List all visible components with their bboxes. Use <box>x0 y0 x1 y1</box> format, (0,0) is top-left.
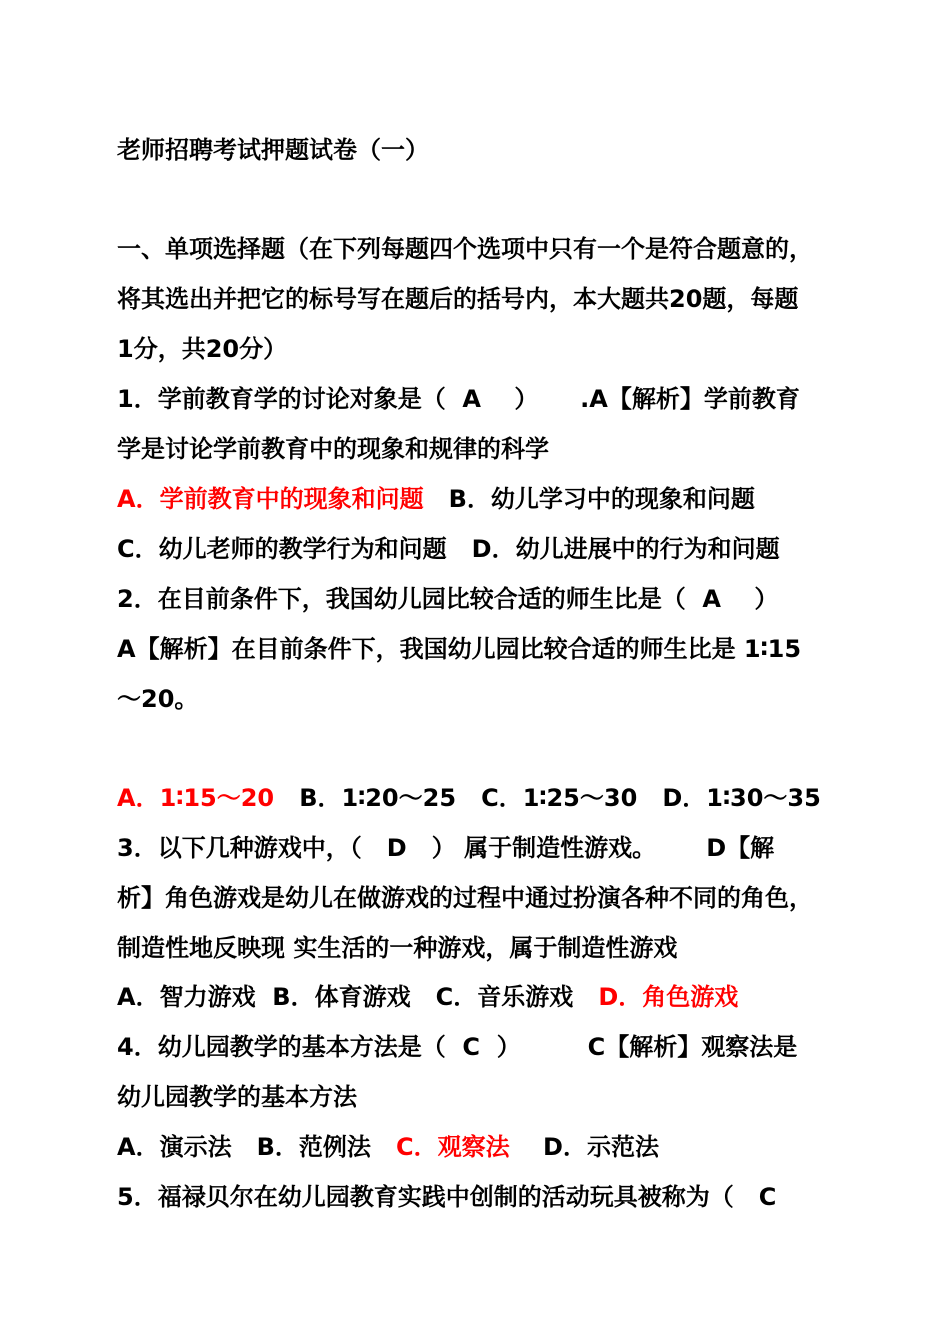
question-1-options-cd: C．幼儿老师的教学行为和问题 D．幼儿进展中的行为和问题 <box>117 535 780 563</box>
question-2-stem: 2．在目前条件下，我国幼儿园比较合适的师生比是（ A ） <box>117 585 779 613</box>
question-4-options <box>117 1133 659 1161</box>
question-1-explanation: 学是讨论学前教育中的现象和规律的科学 <box>117 435 549 463</box>
question-2-other-options: B．1∶20～25 C．1∶25～30 D．1∶30～35 <box>274 784 821 812</box>
question-2-correct-option: A．1∶15～20 <box>117 784 275 812</box>
question-2-explanation: A【解析】在目前条件下，我国幼儿园比较合适的师生比是 1∶15 <box>117 635 802 663</box>
question-3-correct-option: D．角色游戏 <box>598 983 739 1011</box>
question-5-stem: 5．福禄贝尔在幼儿园教育实践中创制的活动玩具被称为（ C <box>117 1183 777 1211</box>
question-3-explanation-cont: 制造性地反映现 实生活的一种游戏，属于制造性游戏 <box>117 934 678 962</box>
section-heading-line-3: 1分，共20分） <box>117 335 288 363</box>
question-4-stem: 4．幼儿园教学的基本方法是（ C ） C【解析】观察法是 <box>117 1033 798 1061</box>
question-1-stem: 1．学前教育学的讨论对象是（ A ） .A【解析】学前教育 <box>117 385 800 413</box>
question-2-options <box>117 784 821 812</box>
question-1-correct-option: A．学前教育中的现象和问题 <box>117 485 424 513</box>
question-4-option-d: D．示范法 <box>509 1133 659 1161</box>
document-title: 老师招聘考试押题试卷（一） <box>117 136 429 164</box>
question-4-explanation: 幼儿园教学的基本方法 <box>117 1083 357 1111</box>
question-3-stem: 3．以下几种游戏中，（ D ） 属于制造性游戏。 D【解 <box>117 834 775 862</box>
question-1-option-b: B．幼儿学习中的现象和问题 <box>423 485 755 513</box>
question-3-other-options: A．智力游戏 B．体育游戏 C．音乐游戏 <box>117 983 599 1011</box>
question-1-options-ab <box>117 485 755 513</box>
section-heading-line-2: 将其选出并把它的标号写在题后的括号内，本大题共20题，每题 <box>117 285 799 313</box>
question-2-explanation-cont: ～20。 <box>117 685 199 713</box>
question-3-options <box>117 983 738 1011</box>
question-4-correct-option: C．观察法 <box>396 1133 510 1161</box>
question-4-options-ab: A．演示法 B．范例法 <box>117 1133 396 1161</box>
question-3-explanation: 析】角色游戏是幼儿在做游戏的过程中通过扮演各种不同的角色， <box>117 884 813 912</box>
section-heading-line-1: 一、单项选择题（在下列每题四个选项中只有一个是符合题意的， <box>117 235 813 263</box>
